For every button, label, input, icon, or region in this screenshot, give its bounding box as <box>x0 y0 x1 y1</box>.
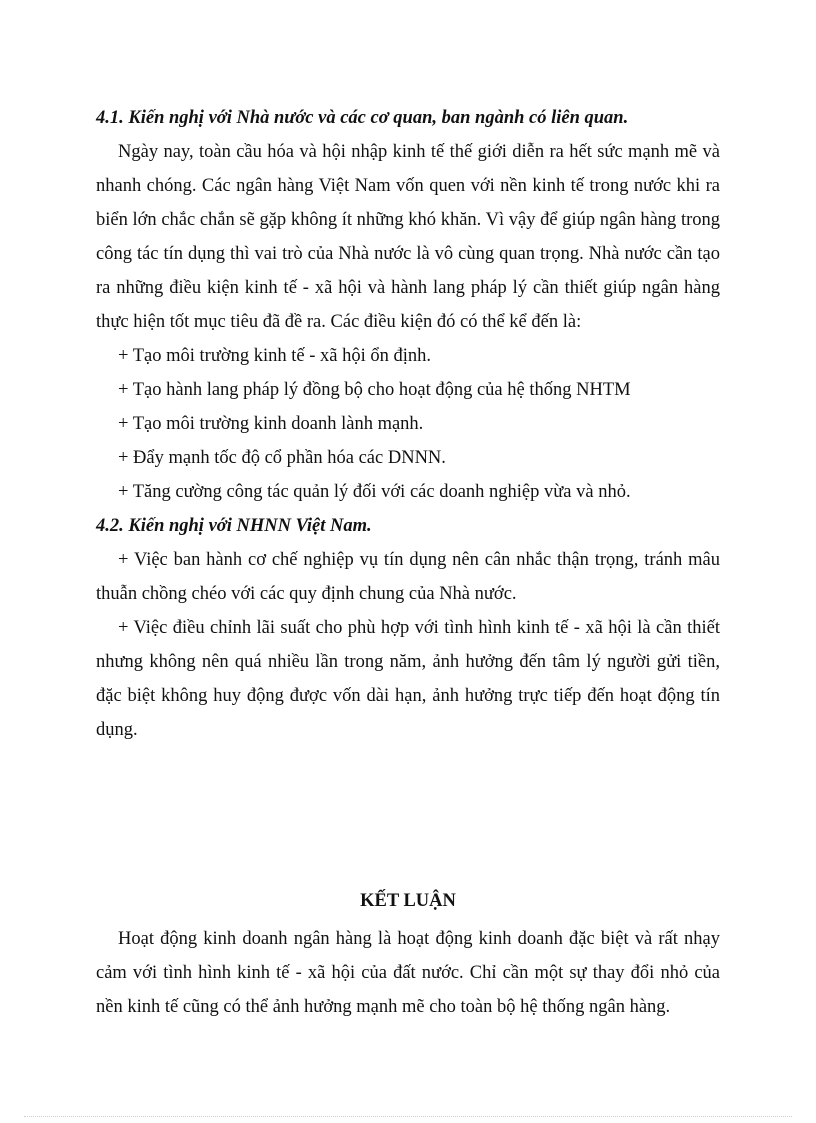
bullet-item: + Tạo hành lang pháp lý đồng bộ cho hoạt động của hệ thống NHTM <box>118 380 631 400</box>
section-heading-4-2: 4.2. Kiến nghị với NHNN Việt Nam. <box>96 516 372 536</box>
page-bottom-divider <box>24 1116 792 1117</box>
bullet-item: + Việc ban hành cơ chế nghiệp vụ tín dụng nên cân nhắc thận trọng, tránh mâu thuẫn chồng chéo với các quy định chung của Nhà nước. <box>96 550 720 604</box>
bullet-item: + Đẩy mạnh tốc độ cổ phần hóa các DNNN. <box>118 448 446 468</box>
conclusion-paragraph: Hoạt động kinh doanh ngân hàng là hoạt động kinh doanh đặc biệt và rất nhạy cảm với tình hình kinh tế - xã hội của đất nước. Chỉ cần một sự thay đổi nhỏ của nền kinh tế cũng có thể ảnh hưởng mạnh mẽ cho toàn bộ hệ thống ngân hàng. <box>96 929 720 1017</box>
recommendations-section <box>96 101 720 747</box>
section-heading-4-1: 4.1. Kiến nghị với Nhà nước và các cơ quan, ban ngành có liên quan. <box>96 108 629 128</box>
bullet-item: + Tạo môi trường kinh tế - xã hội ổn định. <box>118 346 432 366</box>
bullet-item: + Việc điều chỉnh lãi suất cho phù hợp với tình hình kinh tế - xã hội là cần thiết nhưng không nên quá nhiều lần trong năm, ảnh hưởng đến tâm lý người gửi tiền, đặc biệt không huy động được vốn dài hạn, ảnh hưởng trực tiếp đến hoạt động tín dụng. <box>96 618 720 740</box>
conclusion-title: KẾT LUẬN <box>360 891 456 911</box>
conclusion-section <box>96 922 720 1024</box>
bullet-item: + Tăng cường công tác quản lý đối với các doanh nghiệp vừa và nhỏ. <box>118 482 631 502</box>
bullet-item: + Tạo môi trường kinh doanh lành mạnh. <box>118 414 424 434</box>
section-4-1-paragraph: Ngày nay, toàn cầu hóa và hội nhập kinh tế thế giới diễn ra hết sức mạnh mẽ và nhanh chóng. Các ngân hàng Việt Nam vốn quen với nền kinh tế trong nước khi ra biển lớn chắc chắn sẽ gặp không ít những khó khăn. Vì vậy để giúp ngân hàng trong công tác tín dụng thì vai trò của Nhà nước là vô cùng quan trọng. Nhà nước cần tạo ra những điều kiện kinh tế - xã hội và hành lang pháp lý cần thiết giúp ngân hàng thực hiện tốt mục tiêu đã đề ra. Các điều kiện đó có thể kể đến là: <box>96 142 720 332</box>
